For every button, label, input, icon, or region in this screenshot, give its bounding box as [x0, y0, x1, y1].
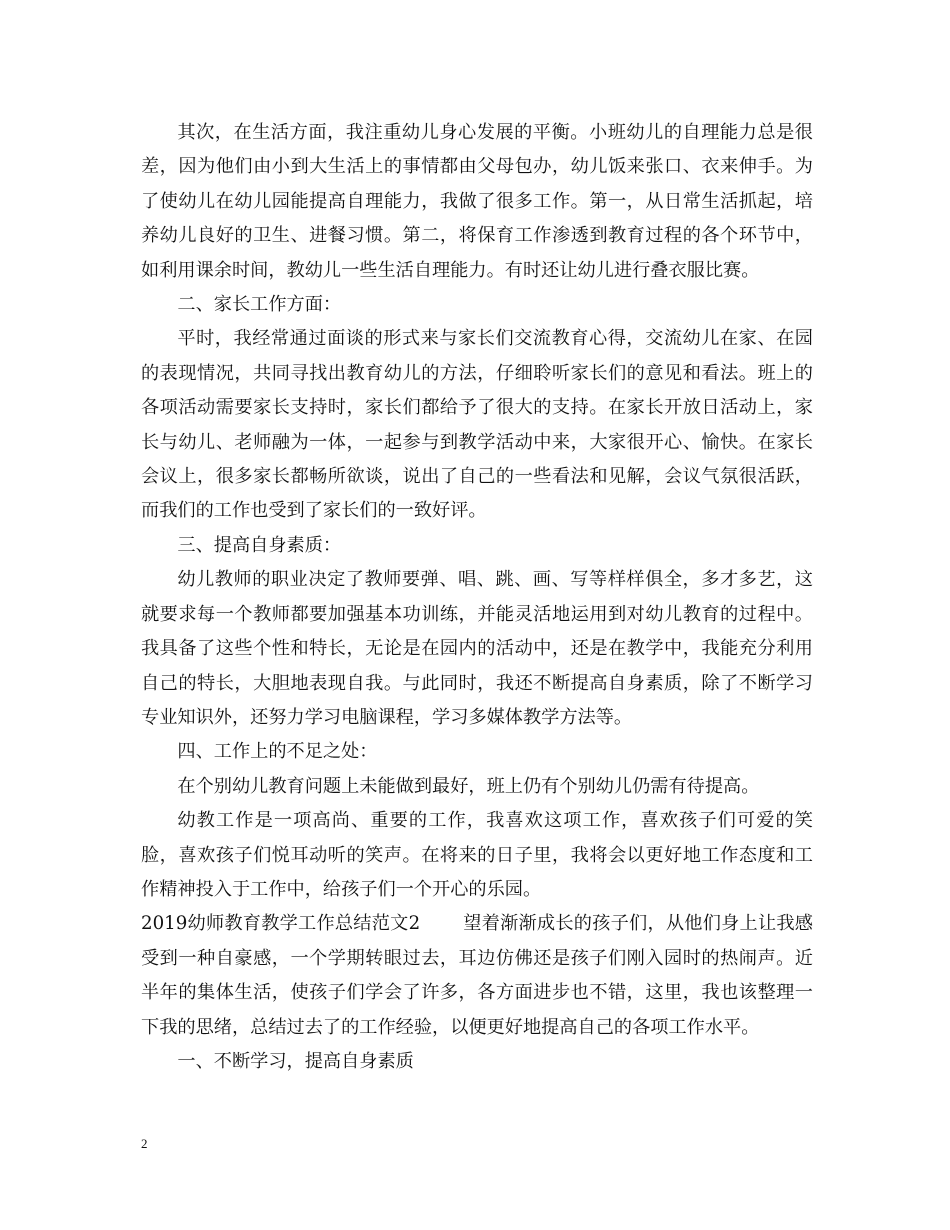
paragraph-self-improvement: 幼儿教师的职业决定了教师要弹、唱、跳、画、写等样样俱全，多才多艺，这就要求每一个教师都要加强基本功训练，并能灵活地运用到对幼儿教育的过程中。我具备了这些个性和特长，无论是在园内的活动中，还是在教学中，我能充分利用自己的特长，大胆地表现自我。与此同时，我还不断提高自身素质，除了不断学习专业知识外，还努力学习电脑课程，学习多媒体教学方法等。: [141, 569, 813, 728]
paragraph-parent-work: 平时，我经常通过面谈的形式来与家长们交流教育心得，交流幼儿在家、在园的表现情况，共同寻找出教育幼儿的方法，仔细聆听家长们的意见和看法。班上的各项活动需要家长支持时，家长们都给予了很大的支持。在家长开放日活动上，家长与幼儿、老师融为一体，一起参与到教学活动中来，大家很开心、愉快。在家长会议上，很多家长都畅所欲谈，说出了自己的一些看法和见解，会议气氛很活跃，而我们的工作也受到了家长们的一致好评。: [141, 328, 813, 522]
page-number: 2: [141, 1136, 148, 1151]
paragraph-sample-two-intro: 2019幼师教育教学工作总结范文2 望着渐渐成长的孩子们，从他们身上让我感受到一种自豪感，一个学期转眼过去，耳边仿佛还是孩子们刚入园时的热闹声。近半年的集体生活，使孩子们学会了许多，各方面进步也不错，这里，我也该整理一下我的思绪，总结过去了的工作经验，以便更好地提高自己的各项工作水平。: [141, 913, 813, 1038]
heading-parent-work: 二、家长工作方面：: [177, 294, 342, 316]
paragraph-shortcomings: 在个别幼儿教育问题上未能做到最好，班上仍有个别幼儿仍需有待提高。: [177, 775, 760, 797]
paragraph-life-aspect: 其次，在生活方面，我注重幼儿身心发展的平衡。小班幼儿的自理能力总是很差，因为他们由小到大生活上的事情都由父母包办，幼儿饭来张口、衣来伸手。为了使幼儿在幼儿园能提高自理能力，我做了很多工作。第一，从日常生活抓起，培养幼儿良好的卫生、进餐习惯。第二，将保育工作渗透到教育过程的各个环节中，如利用课余时间，教幼儿一些生活自理能力。有时还让幼儿进行叠衣服比赛。: [141, 122, 813, 281]
heading-shortcomings: 四、工作上的不足之处：: [177, 741, 378, 763]
paragraph-conclusion: 幼教工作是一项高尚、重要的工作，我喜欢这项工作，喜欢孩子们可爱的笑脸，喜欢孩子们悦耳动听的笑声。在将来的日子里，我将会以更好地工作态度和工作精神投入于工作中，给孩子们一个开心的乐园。: [141, 810, 813, 900]
heading-continuous-learning: 一、不断学习，提高自身素质: [177, 1050, 414, 1072]
heading-self-improvement: 三、提高自身素质：: [177, 534, 342, 556]
document-body: [141, 116, 813, 1079]
